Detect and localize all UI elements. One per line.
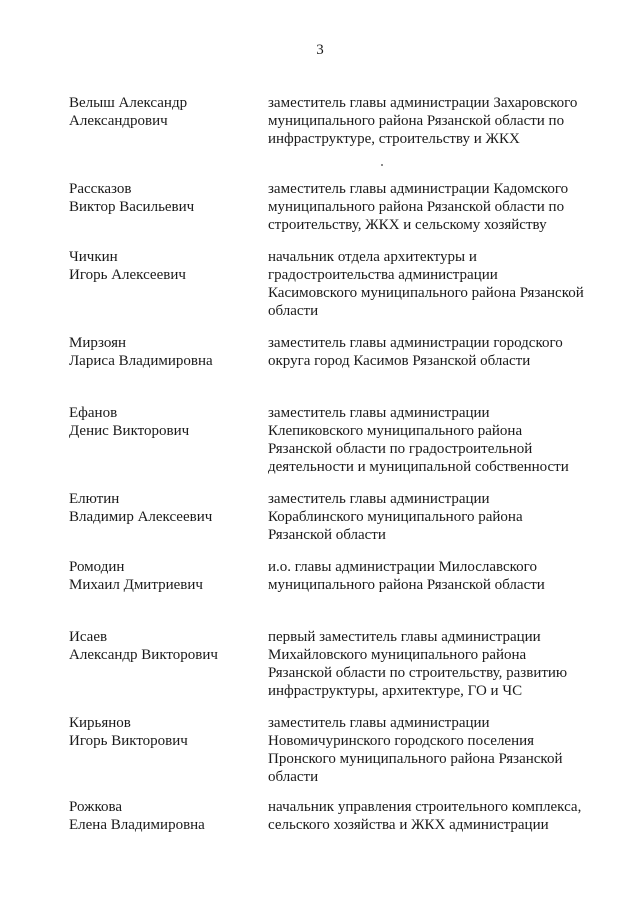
person-given-name: Александр Викторович: [69, 647, 218, 663]
position-line: инфраструктуры, архитектуре, ГО и ЧС: [268, 683, 523, 699]
person-position: [268, 334, 598, 370]
position-line: Кораблинского муниципального района: [268, 509, 523, 525]
person-given-name: Игорь Викторович: [69, 733, 188, 749]
position-line: Рязанской области по градостроительной: [268, 441, 533, 457]
person-surname: Исаев: [69, 629, 108, 645]
position-line: начальник отдела архитектуры и: [268, 249, 477, 265]
person-given-name: Владимир Алексеевич: [69, 509, 213, 525]
person-name: [69, 628, 259, 664]
person-surname: Ефанов: [69, 405, 118, 421]
person-name: [69, 558, 259, 594]
position-line: инфраструктуре, строительству и ЖКХ: [268, 131, 520, 147]
position-line: Рязанской области: [268, 527, 386, 543]
person-given-name: Михаил Дмитриевич: [69, 577, 203, 593]
person-position: [268, 94, 598, 148]
person-name: [69, 404, 259, 440]
position-line: деятельности и муниципальной собственности: [268, 459, 569, 475]
person-given-name: Лариса Владимировна: [69, 353, 213, 369]
person-position: [268, 628, 598, 700]
position-line: заместитель главы администрации Захаровского: [268, 95, 578, 111]
scan-speck: [381, 164, 383, 166]
position-line: градостроительства администрации: [268, 267, 498, 283]
person-given-name: Елена Владимировна: [69, 817, 205, 833]
position-line: первый заместитель главы администрации: [268, 629, 541, 645]
person-surname: Елютин: [69, 491, 120, 507]
person-surname: Рожкова: [69, 799, 123, 815]
person-surname: Мирзоян: [69, 335, 127, 351]
person-surname: Чичкин: [69, 249, 118, 265]
position-line: области: [268, 303, 319, 319]
person-name: [69, 94, 259, 130]
person-position: [268, 180, 598, 234]
person-name: [69, 248, 259, 284]
person-given-name: Александрович: [69, 113, 168, 129]
person-name: [69, 490, 259, 526]
person-name: [69, 180, 259, 216]
position-line: заместитель главы администрации Кадомского: [268, 181, 569, 197]
person-position: [268, 798, 598, 834]
person-name: [69, 714, 259, 750]
position-line: муниципального района Рязанской области: [268, 577, 545, 593]
person-position: [268, 714, 598, 786]
person-position: [268, 248, 598, 320]
position-line: области: [268, 769, 319, 785]
position-line: Михайловского муниципального района: [268, 647, 527, 663]
position-line: заместитель главы администрации: [268, 715, 490, 731]
position-line: Рязанской области по строительству, развитию: [268, 665, 568, 681]
position-line: муниципального района Рязанской области по: [268, 113, 565, 129]
position-line: заместитель главы администрации: [268, 405, 490, 421]
position-line: Касимовского муниципального района Рязанской: [268, 285, 584, 301]
person-position: [268, 490, 598, 544]
person-surname: Рассказов: [69, 181, 132, 197]
position-line: Пронского муниципального района Рязанской: [268, 751, 563, 767]
position-line: и.о. главы администрации Милославского: [268, 559, 537, 575]
person-surname: Кирьянов: [69, 715, 131, 731]
position-line: Клепиковского муниципального района: [268, 423, 523, 439]
person-given-name: Игорь Алексеевич: [69, 267, 186, 283]
person-position: [268, 404, 598, 476]
position-line: строительству, ЖКХ и сельскому хозяйству: [268, 217, 547, 233]
position-line: округа город Касимов Рязанской области: [268, 353, 531, 369]
person-surname: Ромодин: [69, 559, 125, 575]
position-line: сельского хозяйства и ЖКХ администрации: [268, 817, 549, 833]
position-line: начальник управления строительного комплекса,: [268, 799, 582, 815]
position-line: заместитель главы администрации городского: [268, 335, 563, 351]
person-surname: Велыш Александр: [69, 95, 188, 111]
position-line: муниципального района Рязанской области по: [268, 199, 565, 215]
person-given-name: Виктор Васильевич: [69, 199, 195, 215]
person-position: [268, 558, 598, 594]
person-name: [69, 798, 259, 834]
position-line: заместитель главы администрации: [268, 491, 490, 507]
person-name: [69, 334, 259, 370]
page-number: 3: [316, 42, 324, 58]
person-given-name: Денис Викторович: [69, 423, 190, 439]
position-line: Новомичуринского городского поселения: [268, 733, 535, 749]
